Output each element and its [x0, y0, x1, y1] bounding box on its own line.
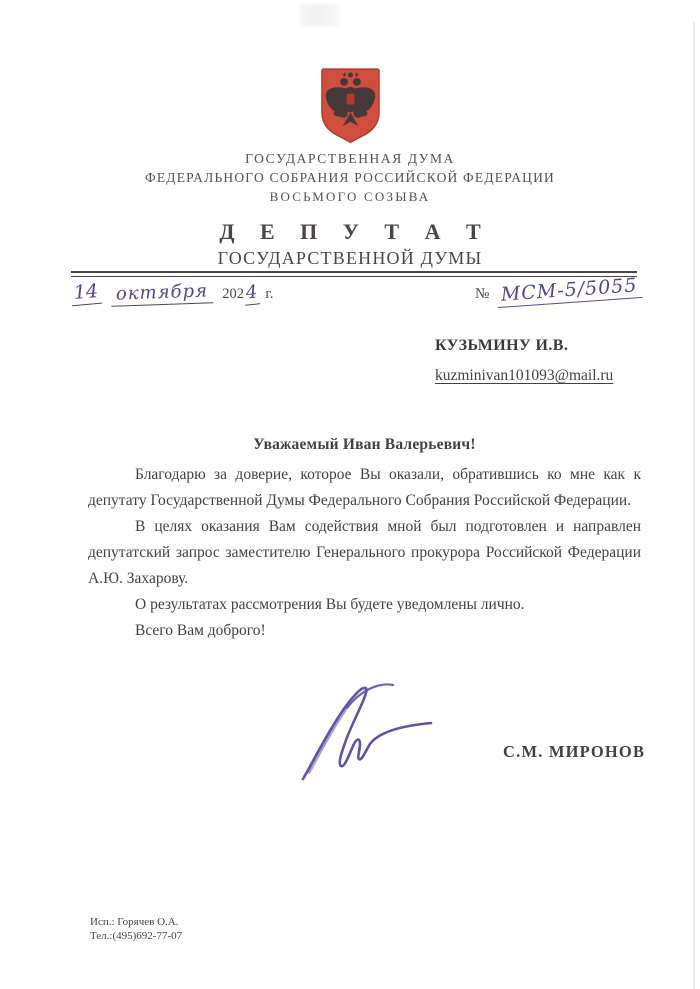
dateline-row	[71, 274, 642, 315]
printed-year-prefix: 202	[222, 286, 244, 302]
letterhead	[0, 151, 700, 269]
handwritten-day: 14	[70, 280, 102, 307]
footer-executor-block	[90, 915, 182, 943]
salutation: Уважаемый Иван Валерьевич!	[253, 436, 476, 453]
handwritten-month: октября	[111, 280, 214, 307]
coat-of-arms-svg	[320, 67, 381, 144]
org-name-line2: ФЕДЕРАЛЬНОГО СОБРАНИЯ РОССИЙСКОЙ ФЕДЕРАЦИИ	[145, 170, 555, 185]
signer-name: С.М. МИРОНОВ	[503, 742, 646, 761]
recipient-name: КУЗЬМИНУ И.В.	[435, 337, 569, 354]
date-field	[71, 281, 273, 305]
recipient-block	[435, 337, 613, 385]
deputy-subtitle: ГОСУДАРСТВЕННОЙ ДУМЫ	[217, 248, 483, 268]
body-paragraph-2: В целях оказания Вам содействия мной был подготовлен и направлен депутатский запрос заместителю Генерального прокурора Российской Федерации А.Ю. Захарову.	[88, 518, 641, 587]
outgoing-number-field	[474, 274, 642, 306]
deputy-title: Д Е П У Т А Т	[219, 219, 491, 244]
handwritten-number: МСМ-5/5055	[496, 274, 642, 308]
org-name-line3: ВОСЬМОГО СОЗЫВА	[269, 189, 431, 204]
number-sign: №	[474, 286, 490, 302]
scan-artifact-smudge	[300, 4, 340, 26]
year-suffix: г.	[265, 286, 274, 302]
executor-line: Исп.: Горячев О.А.	[90, 916, 179, 928]
coat-of-arms-russia-icon	[0, 67, 700, 144]
body-paragraph-1: Благодарю за доверие, которое Вы оказали, обратившись ко мне как к депутату Государственной Думы Федерального Собрания Российской Федерации.	[88, 466, 641, 509]
handwritten-signature-icon	[295, 680, 445, 785]
handwritten-year-digit: 4	[243, 281, 261, 305]
signature-block	[0, 680, 700, 790]
letter-body	[88, 432, 641, 644]
recipient-email: kuzminivan101093@mail.ru	[435, 367, 614, 384]
header-divider-rule	[71, 271, 637, 277]
org-name-line1: ГОСУДАРСТВЕННАЯ ДУМА	[245, 151, 455, 166]
body-paragraph-3: О результатах рассмотрения Вы будете уведомлены лично.	[135, 596, 525, 613]
phone-line: Тел.:(495)692-77-07	[90, 930, 183, 942]
body-paragraph-4: Всего Вам доброго!	[135, 622, 266, 639]
